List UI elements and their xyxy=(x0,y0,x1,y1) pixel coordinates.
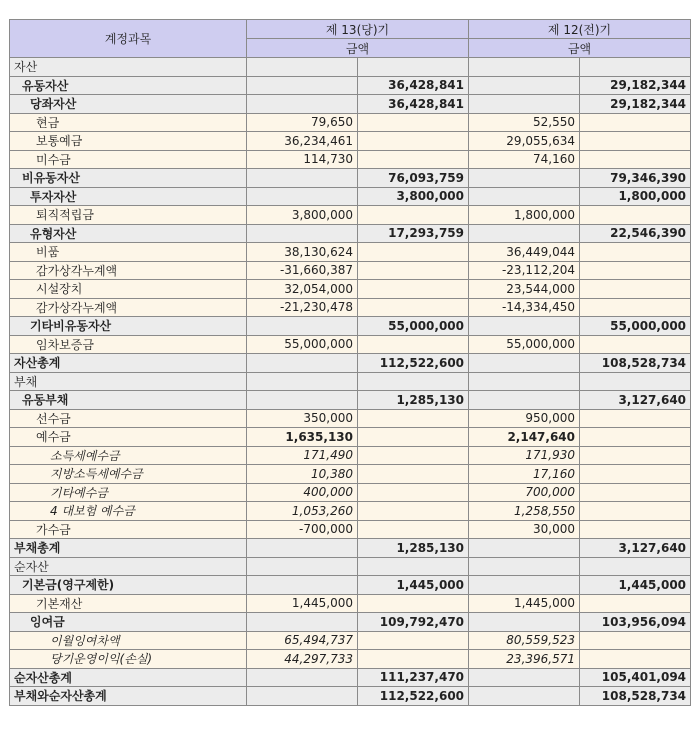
current-sub-amount xyxy=(247,539,358,558)
current-sub-amount xyxy=(247,76,358,95)
prior-total-amount xyxy=(580,465,691,484)
account-name: 기본금(영구제한) xyxy=(10,576,247,595)
prior-sub-amount xyxy=(469,391,580,410)
account-name: 잉여금 xyxy=(10,613,247,632)
table-row xyxy=(10,169,691,188)
current-total-amount: 112,522,600 xyxy=(358,687,469,706)
prior-sub-amount: -23,112,204 xyxy=(469,261,580,280)
account-name: 소득세예수금 xyxy=(10,446,247,465)
account-name: 감가상각누계액 xyxy=(10,298,247,317)
account-name: 부채 xyxy=(10,372,247,391)
current-sub-amount: -31,660,387 xyxy=(247,261,358,280)
prior-sub-amount: 29,055,634 xyxy=(469,132,580,151)
prior-sub-amount: 30,000 xyxy=(469,520,580,539)
table-body xyxy=(10,58,691,706)
prior-total-amount xyxy=(580,483,691,502)
prior-sub-amount: 74,160 xyxy=(469,150,580,169)
account-name: 부채총계 xyxy=(10,539,247,558)
prior-sub-amount: -14,334,450 xyxy=(469,298,580,317)
current-sub-amount xyxy=(247,576,358,595)
account-name: 자산 xyxy=(10,58,247,77)
current-total-amount xyxy=(358,113,469,132)
table-header xyxy=(10,20,691,58)
prior-sub-amount: 950,000 xyxy=(469,409,580,428)
prior-sub-amount xyxy=(469,668,580,687)
account-name: 미수금 xyxy=(10,150,247,169)
table-row xyxy=(10,224,691,243)
table-row xyxy=(10,206,691,225)
current-total-amount xyxy=(358,483,469,502)
prior-total-amount: 105,401,094 xyxy=(580,668,691,687)
prior-sub-amount: 23,544,000 xyxy=(469,280,580,299)
table-row xyxy=(10,576,691,595)
prior-sub-amount xyxy=(469,613,580,632)
table-row xyxy=(10,650,691,669)
table-row xyxy=(10,261,691,280)
prior-total-amount xyxy=(580,446,691,465)
table-row xyxy=(10,391,691,410)
current-sub-amount: 10,380 xyxy=(247,465,358,484)
current-total-amount xyxy=(358,132,469,151)
prior-sub-amount xyxy=(469,372,580,391)
prior-total-amount: 3,127,640 xyxy=(580,391,691,410)
current-sub-amount: 65,494,737 xyxy=(247,631,358,650)
prior-sub-amount xyxy=(469,169,580,188)
table-row xyxy=(10,335,691,354)
current-total-amount xyxy=(358,298,469,317)
table-row xyxy=(10,76,691,95)
prior-sub-amount: 700,000 xyxy=(469,483,580,502)
current-sub-amount: 350,000 xyxy=(247,409,358,428)
account-name: 자산총계 xyxy=(10,354,247,373)
current-total-amount xyxy=(358,650,469,669)
table-row xyxy=(10,594,691,613)
current-sub-amount: 171,490 xyxy=(247,446,358,465)
account-name: 기본재산 xyxy=(10,594,247,613)
current-sub-amount xyxy=(247,224,358,243)
prior-total-amount: 29,182,344 xyxy=(580,76,691,95)
current-sub-amount: -21,230,478 xyxy=(247,298,358,317)
account-name: 유동자산 xyxy=(10,76,247,95)
table-row xyxy=(10,409,691,428)
current-sub-amount: 36,234,461 xyxy=(247,132,358,151)
prior-total-amount xyxy=(580,335,691,354)
current-sub-amount: 1,635,130 xyxy=(247,428,358,447)
account-name: 당좌자산 xyxy=(10,95,247,114)
current-amount-header: 금액 xyxy=(247,39,469,58)
account-name: 임차보증금 xyxy=(10,335,247,354)
current-total-amount xyxy=(358,372,469,391)
account-name: 기타비유동자산 xyxy=(10,317,247,336)
prior-total-amount xyxy=(580,58,691,77)
current-sub-amount: 44,297,733 xyxy=(247,650,358,669)
current-sub-amount xyxy=(247,557,358,576)
table-row xyxy=(10,187,691,206)
table-row xyxy=(10,317,691,336)
prior-total-amount xyxy=(580,132,691,151)
balance-sheet-table xyxy=(9,19,691,706)
current-period-header: 제 13(당)기 xyxy=(247,20,469,39)
account-name: 당기운영이익(손실) xyxy=(10,650,247,669)
table-row xyxy=(10,483,691,502)
account-name: 4 대보험 예수금 xyxy=(10,502,247,521)
current-total-amount xyxy=(358,446,469,465)
current-sub-amount: 79,650 xyxy=(247,113,358,132)
prior-sub-amount: 1,800,000 xyxy=(469,206,580,225)
prior-total-amount xyxy=(580,206,691,225)
current-total-amount: 36,428,841 xyxy=(358,95,469,114)
current-total-amount: 1,285,130 xyxy=(358,539,469,558)
prior-sub-amount: 17,160 xyxy=(469,465,580,484)
account-name: 기타예수금 xyxy=(10,483,247,502)
prior-period-header: 제 12(전)기 xyxy=(469,20,691,39)
prior-sub-amount xyxy=(469,539,580,558)
current-total-amount xyxy=(358,465,469,484)
prior-total-amount xyxy=(580,261,691,280)
current-total-amount xyxy=(358,631,469,650)
prior-sub-amount: 55,000,000 xyxy=(469,335,580,354)
table-row xyxy=(10,465,691,484)
current-sub-amount xyxy=(247,95,358,114)
current-total-amount xyxy=(358,206,469,225)
prior-total-amount: 1,800,000 xyxy=(580,187,691,206)
table-row xyxy=(10,58,691,77)
account-name: 현금 xyxy=(10,113,247,132)
current-total-amount xyxy=(358,428,469,447)
current-total-amount: 1,445,000 xyxy=(358,576,469,595)
table-row xyxy=(10,428,691,447)
table-row xyxy=(10,113,691,132)
current-total-amount: 17,293,759 xyxy=(358,224,469,243)
prior-sub-amount: 1,258,550 xyxy=(469,502,580,521)
table-row xyxy=(10,298,691,317)
prior-sub-amount: 171,930 xyxy=(469,446,580,465)
prior-total-amount xyxy=(580,409,691,428)
prior-sub-amount: 80,559,523 xyxy=(469,631,580,650)
prior-total-amount xyxy=(580,243,691,262)
current-sub-amount: 32,054,000 xyxy=(247,280,358,299)
account-name: 지방소득세예수금 xyxy=(10,465,247,484)
prior-sub-amount xyxy=(469,317,580,336)
current-sub-amount: 38,130,624 xyxy=(247,243,358,262)
current-total-amount xyxy=(358,335,469,354)
current-sub-amount xyxy=(247,391,358,410)
table-row xyxy=(10,520,691,539)
prior-sub-amount xyxy=(469,224,580,243)
current-sub-amount: 1,445,000 xyxy=(247,594,358,613)
current-sub-amount xyxy=(247,58,358,77)
account-column-header: 계정과목 xyxy=(10,20,247,58)
account-name: 비유동자산 xyxy=(10,169,247,188)
prior-total-amount xyxy=(580,372,691,391)
current-total-amount xyxy=(358,557,469,576)
prior-total-amount xyxy=(580,631,691,650)
account-name: 부채와순자산총계 xyxy=(10,687,247,706)
prior-sub-amount: 23,396,571 xyxy=(469,650,580,669)
table-row xyxy=(10,613,691,632)
current-sub-amount xyxy=(247,372,358,391)
account-name: 시설장치 xyxy=(10,280,247,299)
prior-sub-amount xyxy=(469,557,580,576)
current-total-amount xyxy=(358,502,469,521)
account-name: 순자산총계 xyxy=(10,668,247,687)
table-row xyxy=(10,631,691,650)
account-name: 유동부채 xyxy=(10,391,247,410)
table-row xyxy=(10,95,691,114)
prior-sub-amount xyxy=(469,95,580,114)
table-row xyxy=(10,354,691,373)
prior-sub-amount xyxy=(469,58,580,77)
prior-sub-amount xyxy=(469,354,580,373)
prior-sub-amount: 52,550 xyxy=(469,113,580,132)
current-total-amount: 112,522,600 xyxy=(358,354,469,373)
prior-amount-header: 금액 xyxy=(469,39,691,58)
current-total-amount xyxy=(358,594,469,613)
current-total-amount: 76,093,759 xyxy=(358,169,469,188)
prior-total-amount: 22,546,390 xyxy=(580,224,691,243)
current-total-amount: 111,237,470 xyxy=(358,668,469,687)
prior-total-amount xyxy=(580,594,691,613)
table-row xyxy=(10,132,691,151)
prior-total-amount xyxy=(580,113,691,132)
prior-total-amount: 79,346,390 xyxy=(580,169,691,188)
table-row xyxy=(10,280,691,299)
current-total-amount: 36,428,841 xyxy=(358,76,469,95)
current-total-amount xyxy=(358,58,469,77)
current-sub-amount xyxy=(247,317,358,336)
table-row xyxy=(10,372,691,391)
prior-total-amount: 3,127,640 xyxy=(580,539,691,558)
account-name: 유형자산 xyxy=(10,224,247,243)
prior-total-amount xyxy=(580,650,691,669)
prior-total-amount xyxy=(580,280,691,299)
account-name: 퇴직적립금 xyxy=(10,206,247,225)
current-sub-amount: 55,000,000 xyxy=(247,335,358,354)
prior-sub-amount xyxy=(469,576,580,595)
table-row xyxy=(10,668,691,687)
table-row xyxy=(10,502,691,521)
prior-total-amount xyxy=(580,298,691,317)
current-sub-amount xyxy=(247,613,358,632)
prior-sub-amount: 1,445,000 xyxy=(469,594,580,613)
prior-total-amount xyxy=(580,557,691,576)
prior-sub-amount xyxy=(469,76,580,95)
prior-total-amount: 1,445,000 xyxy=(580,576,691,595)
current-sub-amount xyxy=(247,668,358,687)
current-total-amount xyxy=(358,280,469,299)
prior-sub-amount: 2,147,640 xyxy=(469,428,580,447)
prior-sub-amount xyxy=(469,187,580,206)
current-sub-amount xyxy=(247,354,358,373)
current-sub-amount xyxy=(247,187,358,206)
prior-total-amount: 103,956,094 xyxy=(580,613,691,632)
account-name: 비품 xyxy=(10,243,247,262)
table-row xyxy=(10,539,691,558)
current-total-amount: 3,800,000 xyxy=(358,187,469,206)
current-total-amount xyxy=(358,261,469,280)
prior-total-amount xyxy=(580,150,691,169)
current-sub-amount: 3,800,000 xyxy=(247,206,358,225)
table-row xyxy=(10,150,691,169)
current-sub-amount: -700,000 xyxy=(247,520,358,539)
current-sub-amount: 1,053,260 xyxy=(247,502,358,521)
prior-total-amount xyxy=(580,428,691,447)
account-name: 이월잉여차액 xyxy=(10,631,247,650)
current-sub-amount xyxy=(247,169,358,188)
prior-total-amount: 55,000,000 xyxy=(580,317,691,336)
current-total-amount xyxy=(358,150,469,169)
account-name: 순자산 xyxy=(10,557,247,576)
current-sub-amount: 114,730 xyxy=(247,150,358,169)
account-name: 가수금 xyxy=(10,520,247,539)
prior-total-amount: 29,182,344 xyxy=(580,95,691,114)
current-total-amount: 109,792,470 xyxy=(358,613,469,632)
prior-sub-amount: 36,449,044 xyxy=(469,243,580,262)
current-total-amount xyxy=(358,520,469,539)
account-name: 보통예금 xyxy=(10,132,247,151)
current-total-amount: 1,285,130 xyxy=(358,391,469,410)
current-total-amount xyxy=(358,409,469,428)
account-name: 투자자산 xyxy=(10,187,247,206)
prior-sub-amount xyxy=(469,687,580,706)
prior-total-amount xyxy=(580,520,691,539)
table-row xyxy=(10,243,691,262)
current-total-amount: 55,000,000 xyxy=(358,317,469,336)
account-name: 예수금 xyxy=(10,428,247,447)
account-name: 선수금 xyxy=(10,409,247,428)
prior-total-amount: 108,528,734 xyxy=(580,687,691,706)
current-sub-amount: 400,000 xyxy=(247,483,358,502)
table-row xyxy=(10,687,691,706)
table-row xyxy=(10,446,691,465)
account-name: 감가상각누계액 xyxy=(10,261,247,280)
current-sub-amount xyxy=(247,687,358,706)
prior-total-amount xyxy=(580,502,691,521)
current-total-amount xyxy=(358,243,469,262)
prior-total-amount: 108,528,734 xyxy=(580,354,691,373)
table-row xyxy=(10,557,691,576)
